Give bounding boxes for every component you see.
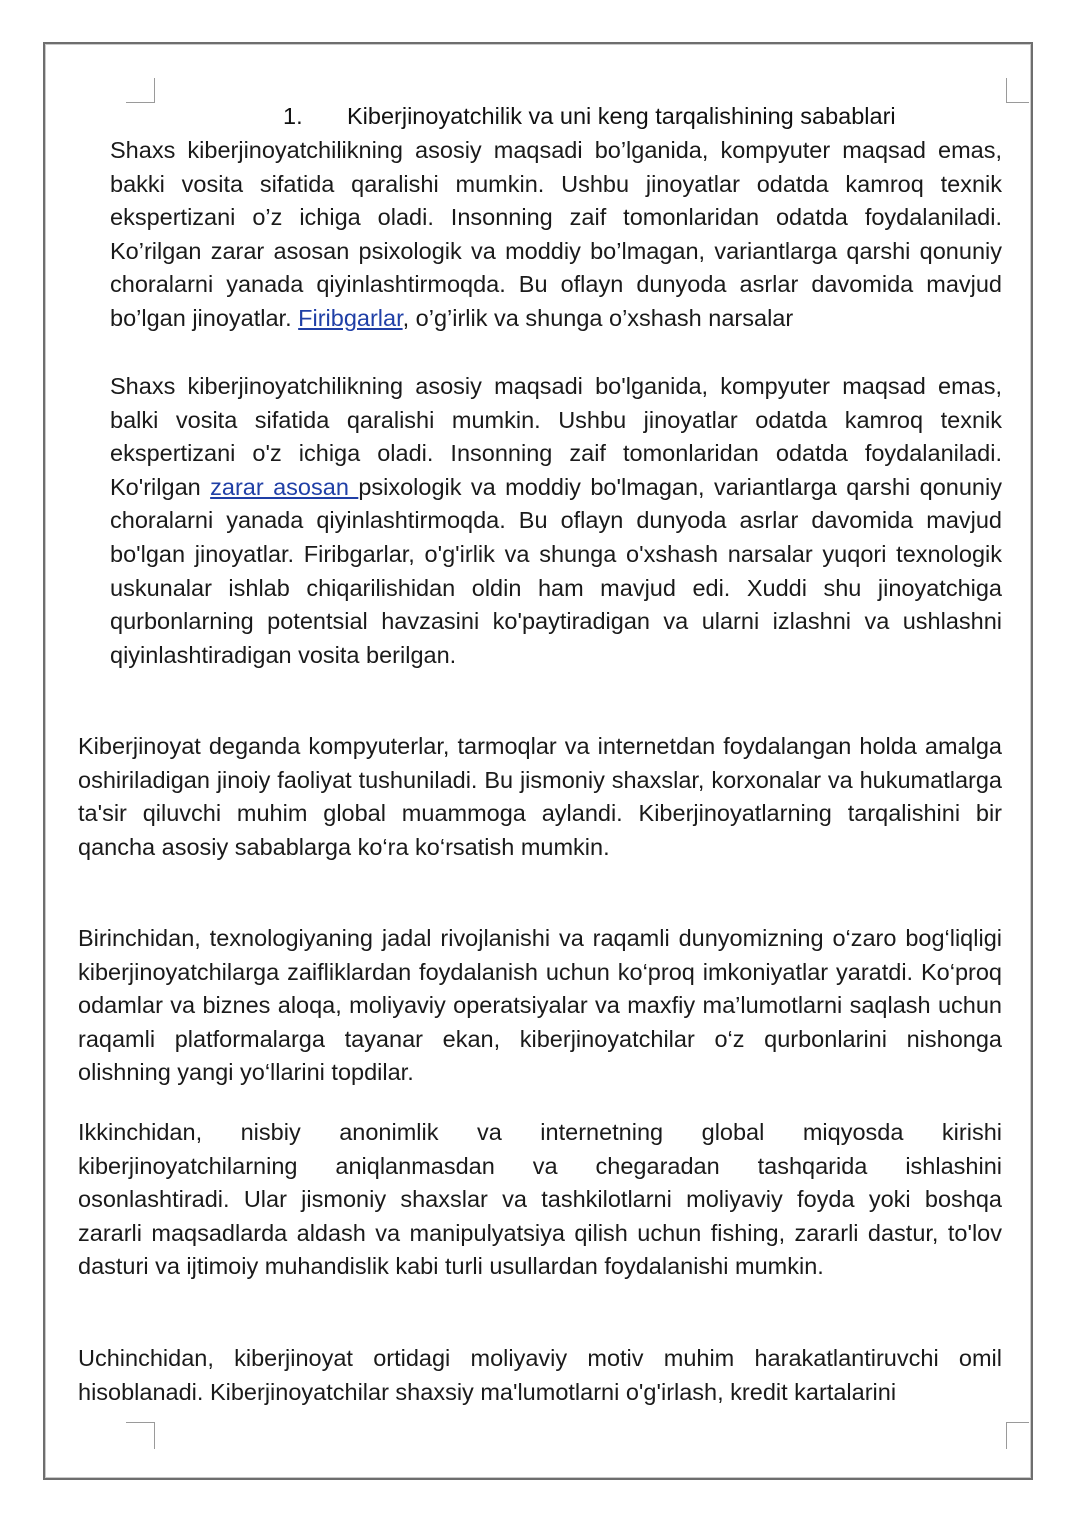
zarar-asosan-link[interactable]: zarar asosan bbox=[210, 473, 359, 500]
crop-mark-top-left bbox=[126, 78, 155, 103]
paragraph-2-text-a: Shaxs kiberjinoyatchilikning asosiy maqsadi bo'lganida, kompyuter maqsad emas, balki vosita sifatida qaralishi mumkin. Ushbu jinoyatlar odatda kamroq texnik ekspertizani o'z ichiga oladi. Insonning zaif tomonlaridan odatda foydalaniladi. Ko'rilgan bbox=[110, 373, 1002, 500]
paragraph-3-text: Kiberjinoyat deganda kompyuterlar, tarmoqlar va internetdan foydalangan holda amalga oshiriladigan jinoiy faoliyat tushuniladi. Bu jismoniy shaxslar, korxonalar va hukumatlarga ta'sir qiluvchi muhim global muammoga aylandi. Kiberjinoyatlarning tarqalishini bir qancha asosiy sabablarga ko‘ra ko‘rsatish mumkin. bbox=[78, 733, 1002, 860]
crop-mark-top-right bbox=[1006, 78, 1029, 103]
heading-number: 1. bbox=[283, 103, 303, 129]
paragraph-5-text: Ikkinchidan, nisbiy anonimlik va internetning global miqyosda kirishi kiberjinoyatchilarning aniqlanmasdan va chegaradan tashqarida ishlashini osonlashtiradi. Ular jismoniy shaxslar va tashkilotlarni moliyaviy foyda yoki boshqa zararli maqsadlarda aldash va manipulyatsiya qilish uchun fishing, zararli dastur, to'lov dasturi va ijtimoiy muhandislik kabi turli usullardan foydalanishi mumkin. bbox=[78, 1119, 1002, 1280]
heading-title: Kiberjinoyatchilik va uni keng tarqalishining sabablari bbox=[347, 103, 896, 129]
firibgarlar-link[interactable]: Firibgarlar bbox=[298, 304, 403, 331]
paragraph-2-text-b: psixologik va moddiy bo'lmagan, variantlarga qarshi qonuniy choralarni yanada qiyinlashtirmoqda. Bu oflayn dunyoda asrlar davomida mavjud bo'lgan jinoyatlar. Firibgarlar, o'g'irlik va shunga o'xshash narsalar yuqori texnologik uskunalar ishlab chiqarilishidan oldin ham mavjud edi. Xuddi shu jinoyatchiga qurbonlarning potentsial havzasini ko'paytiradigan va ularni izlashni va ushlashni qiyinlashtiradigan vosita berilgan. bbox=[110, 473, 1002, 668]
paragraph-3 bbox=[78, 730, 1002, 864]
crop-mark-bottom-left bbox=[126, 1422, 155, 1449]
paragraph-2 bbox=[110, 370, 1002, 672]
paragraph-6-text: Uchinchidan, kiberjinoyat ortidagi moliyaviy motiv muhim harakatlantiruvchi omil hisoblanadi. Kiberjinoyatchilar shaxsiy ma'lumotlarni o'g'irlash, kredit kartalarini bbox=[78, 1345, 1002, 1405]
paragraph-4 bbox=[78, 922, 1002, 1090]
paragraph-6 bbox=[78, 1342, 1002, 1409]
paragraph-1 bbox=[110, 134, 1002, 336]
paragraph-4-text: Birinchidan, texnologiyaning jadal rivojlanishi va raqamli dunyomizning o‘zaro bog‘liqligi kiberjinoyatchilarga zaifliklardan foydalanish uchun ko‘proq imkoniyatlar yaratdi. Ko‘proq odamlar va biznes aloqa, moliyaviy operatsiyalar va maxfiy ma’lumotlarni saqlash uchun raqamli platformalarga tayanar ekan, kiberjinoyatchilar o‘z qurbonlarini nishonga olishning yangi yo‘llarini topdilar. bbox=[78, 925, 1002, 1086]
paragraph-5 bbox=[78, 1116, 1002, 1284]
crop-mark-bottom-right bbox=[1006, 1422, 1029, 1449]
paragraph-1-text-b: , o’g’irlik va shunga o’xshash narsalar bbox=[402, 304, 794, 331]
paragraph-1-text-a: Shaxs kiberjinoyatchilikning asosiy maqsadi bo’lganida, kompyuter maqsad emas, bakki vosita sifatida qaralishi mumkin. Ushbu jinoyatlar odatda kamroq texnik ekspertizani o’z ichiga oladi. Insonning zaif tomonlaridan odatda foydalaniladi. Ko’rilgan zarar asosan psixologik va moddiy bo’lmagan, variantlarga qarshi qonuniy choralarni yanada qiyinlashtirmoqda. Bu oflayn dunyoda asrlar davomida mavjud bo’lgan jinoyatlar. bbox=[110, 137, 1002, 331]
section-heading bbox=[283, 100, 896, 132]
